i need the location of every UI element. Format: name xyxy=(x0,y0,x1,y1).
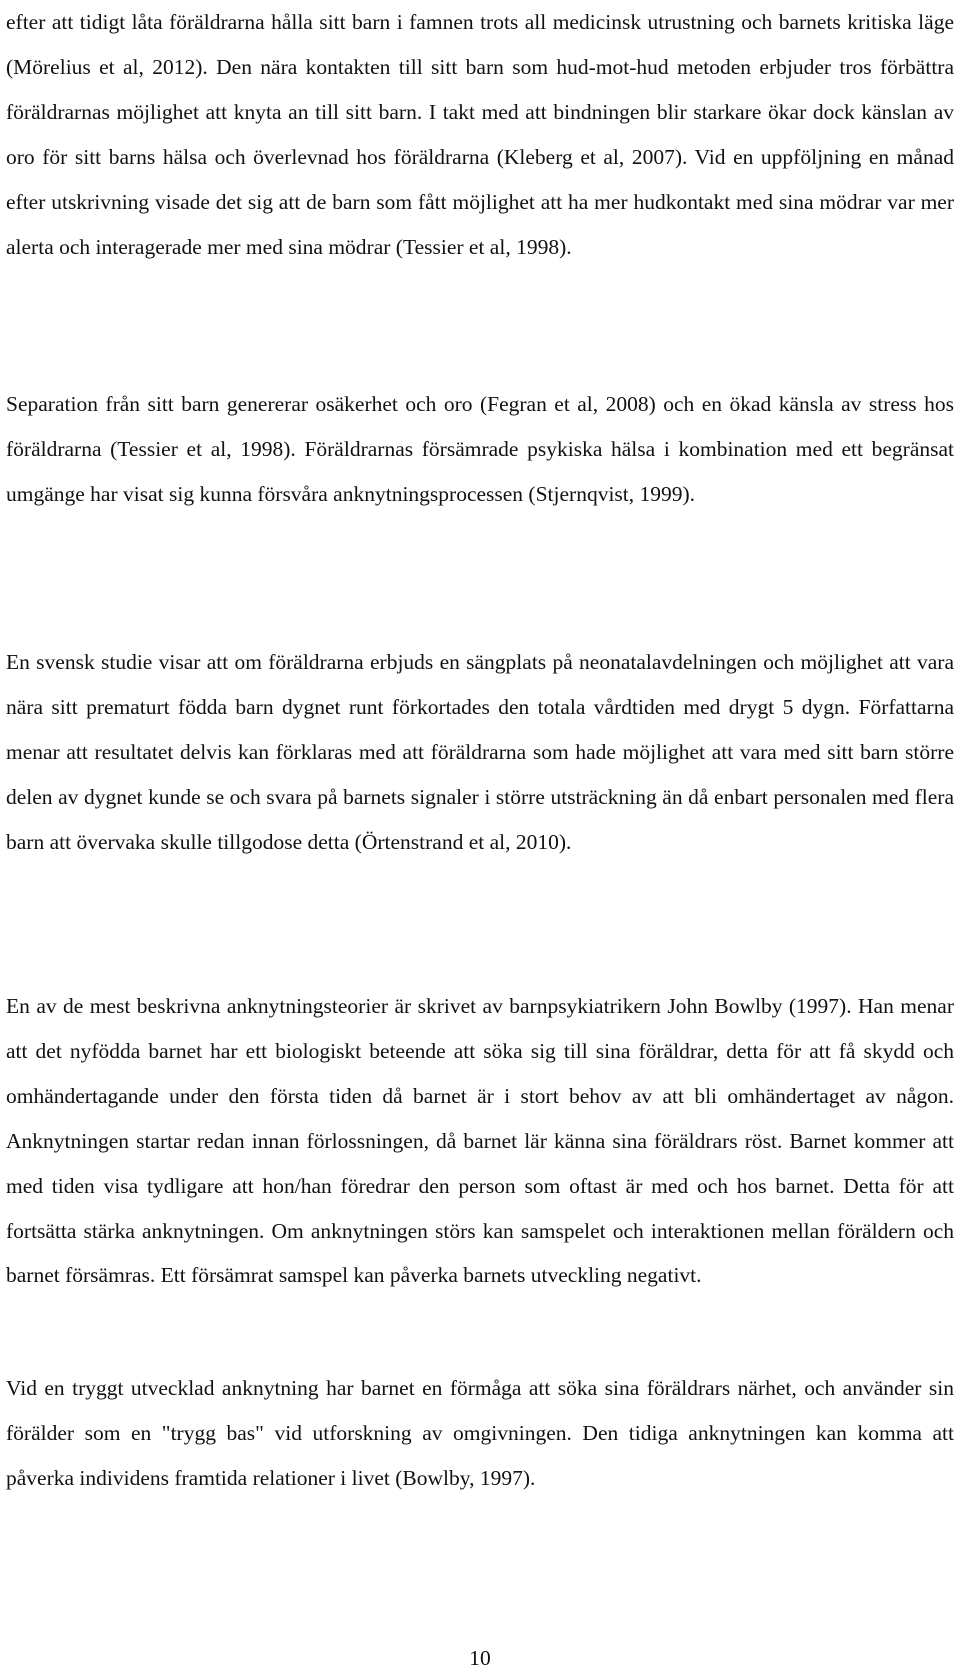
body-paragraph: En svensk studie visar att om föräldrarna erbjuds en sängplats på neonatalavdelningen och möjlighet att vara nära sitt prematurt födda barn dygnet runt förkortades den totala vårdtiden med drygt 5 dygn. Författarna menar att resultatet delvis kan förklaras med att föräldrarna som hade möjlighet att vara med sitt barn större delen av dygnet kunde se och svara på barnets signaler i större utsträckning än då enbart personalen med flera barn att övervaka skulle tillgodose detta (Örtenstrand et al, 2010). xyxy=(6,650,954,854)
body-paragraph: efter att tidigt låta föräldrarna hålla sitt barn i famnen trots all medicinsk utrustning och barnets kritiska läge (Mörelius et al, 2012). Den nära kontakten till sitt barn som hud-mot-hud metoden erbjuder tros förbättra föräldrarnas möjlighet att knyta an till sitt barn. I takt med att bindningen blir starkare ökar dock känslan av oro för sitt barns hälsa och överlevnad hos föräldrarna (Kleberg et al, 2007). Vid en uppföljning en månad efter utskrivning visade det sig att de barn som fått möjlighet att ha mer hudkontakt med sina mödrar var mer alerta och interagerade mer med sina mödrar (Tessier et al, 1998). xyxy=(6,10,954,259)
body-paragraph: Separation från sitt barn genererar osäkerhet och oro (Fegran et al, 2008) och en ökad känsla av stress hos föräldrarna (Tessier et al, 1998). Föräldrarnas försämrade psykiska hälsa i kombination med ett begränsat umgänge har visat sig kunna försvåra anknytningsprocessen (Stjernqvist, 1999). xyxy=(6,392,954,506)
body-paragraph: En av de mest beskrivna anknytningsteorier är skrivet av barnpsykiatrikern John Bowlby (1997). Han menar att det nyfödda barnet har ett biologiskt beteende att söka sig till sina föräldrar, detta för att få skydd och omhändertagande under den första tiden då barnet är i stort behov av att bli omhändertaget av någon. Anknytningen startar redan innan förlossningen, då barnet lär känna sina föräldrars röst. Barnet kommer att med tiden visa tydligare att hon/han föredrar den person som oftast är med och hos barnet. Detta för att fortsätta stärka anknytningen. Om anknytningen störs kan samspelet och interaktionen mellan föräldern och barnet försämras. Ett försämrat samspel kan påverka barnets utveckling negativt. xyxy=(6,994,954,1288)
page-number: 10 xyxy=(469,1646,491,1670)
body-paragraph: Vid en tryggt utvecklad anknytning har barnet en förmåga att söka sina föräldrars närhet, och använder sin förälder som en "trygg bas" vid utforskning av omgivningen. Den tidiga anknytningen kan komma att påverka individens framtida relationer i livet (Bowlby, 1997). xyxy=(6,1376,954,1490)
